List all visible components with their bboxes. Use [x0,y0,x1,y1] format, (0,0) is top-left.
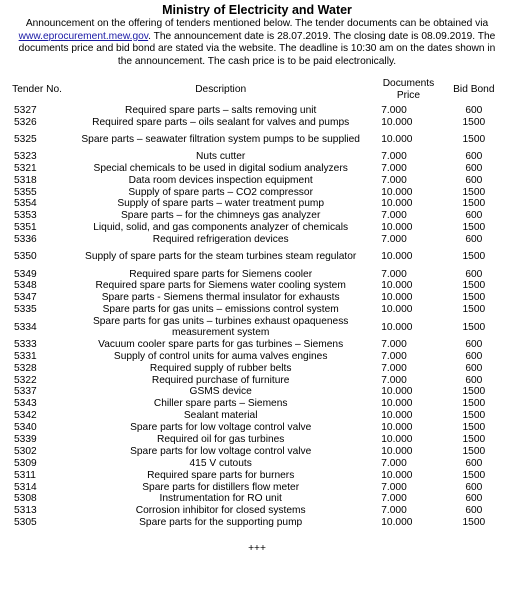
description-cell: Required oil for gas turbines [156,434,285,446]
table-row [8,351,506,363]
table-row [8,210,506,222]
tenders-table-body [8,104,506,529]
documents-price-cell: 7.000 [381,174,407,186]
table-row [8,339,506,351]
description-cell: Special chemicals to be used in digital sodium analyzers [93,162,348,174]
table-row [8,493,506,505]
intro-text-b: . [148,30,151,42]
documents-price-cell: 10.000 [381,398,413,410]
table-row [8,151,506,163]
table-row [8,198,506,210]
description-cell: Spare parts - Siemens thermal insulator for exhausts [101,292,340,304]
table-row [8,186,506,198]
intro-text-c: The announcement date is 28.07.2019. The closing date is 08.09.2019. The documents price and bid bond are stated via the website. The deadline is 10:30 am on the dates shown in the announcement. The cash price is to be paid electronically. [18,30,496,67]
documents-price-cell: 7.000 [381,162,407,174]
table-row [8,446,506,458]
description-cell: Spare parts – for the chimneys gas analyzer [121,210,321,222]
description-cell: Liquid, solid, and gas components analyzer of chemicals [93,222,349,234]
bid-bond-cell: 600 [465,505,483,517]
tender-no-cell: 5322 [14,374,37,386]
bid-bond-cell: 1500 [462,304,486,316]
description-cell: Required spare parts – oils sealant for valves and pumps [92,116,350,128]
bid-bond-cell: 600 [465,481,483,493]
description-cell: Spare parts for gas units – turbines exhaust opaqueness measurement system [92,315,349,339]
bid-bond-cell: 1500 [462,398,486,410]
documents-price-cell: 7.000 [381,481,407,493]
documents-price-cell: 10.000 [381,517,413,529]
bid-bond-cell: 600 [465,268,483,280]
description-cell: Spare parts – seawater filtration system pumps to be supplied [81,133,360,145]
table-row [8,304,506,316]
description-cell: Required refrigeration devices [152,234,289,246]
tender-no-cell: 5347 [14,292,37,304]
table-row [8,398,506,410]
bid-bond-cell: 600 [465,350,483,362]
table-row [8,116,506,128]
tender-no-cell: 5334 [14,321,37,333]
documents-price-cell: 7.000 [381,493,407,505]
header-bid-bond: Bid Bond [453,84,495,96]
documents-price-cell: 7.000 [381,362,407,374]
bid-bond-cell: 600 [465,174,483,186]
bid-bond-cell: 1500 [462,321,486,333]
description-cell: Required spare parts for burners [147,469,295,481]
documents-price-cell: 10.000 [381,222,413,234]
bid-bond-cell: 1500 [462,445,486,457]
bid-bond-cell: 1500 [462,116,486,128]
documents-price-cell: 7.000 [381,350,407,362]
table-row [8,234,506,246]
description-cell: Required spare parts for Siemens cooler [129,268,313,280]
documents-price-cell: 10.000 [381,434,413,446]
tender-no-cell: 5308 [14,493,37,505]
documents-price-cell: 10.000 [381,304,413,316]
bid-bond-cell: 600 [465,162,483,174]
description-cell: Supply of control units for auma valves engines [113,350,328,362]
tender-no-cell: 5353 [14,210,37,222]
bid-bond-cell: 1500 [462,222,486,234]
documents-price-cell: 10.000 [381,280,413,292]
header-tender-no: Tender No. [12,84,62,96]
description-cell: Corrosion inhibitor for closed systems [135,505,306,517]
description-cell: Instrumentation for RO unit [159,493,282,505]
tender-no-cell: 5326 [14,116,37,128]
documents-price-cell: 7.000 [381,268,407,280]
bid-bond-cell: 600 [465,234,483,246]
tender-no-cell: 5336 [14,234,37,246]
footer-marker: +++ [248,542,266,554]
tender-no-cell: 5343 [14,398,37,410]
table-row [8,410,506,422]
bid-bond-cell: 600 [465,210,483,222]
table-row [8,469,506,481]
description-cell: GSMS device [189,386,252,398]
tender-no-cell: 5313 [14,505,37,517]
tender-no-cell: 5331 [14,350,37,362]
tender-no-cell: 5302 [14,445,37,457]
description-cell: Supply of spare parts – CO2 compressor [128,186,313,198]
table-row [8,222,506,234]
table-header-row [8,77,506,104]
documents-price-cell: 10.000 [381,386,413,398]
tender-no-cell: 5323 [14,150,37,162]
tender-no-cell: 5340 [14,422,37,434]
documents-price-cell: 7.000 [381,104,407,116]
tenders-table [8,77,506,529]
tender-no-cell: 5311 [14,469,36,481]
tender-no-cell: 5349 [14,268,37,280]
description-cell: Spare parts for the supporting pump [139,517,303,529]
table-row [8,422,506,434]
documents-price-cell: 7.000 [381,234,407,246]
announcement-intro [8,18,506,68]
bid-bond-cell: 1500 [462,517,486,529]
documents-price-cell: 10.000 [381,422,413,434]
table-row [8,268,506,280]
description-cell: Spare parts for distillers flow meter [142,481,300,493]
tender-no-cell: 5339 [14,434,37,446]
tender-no-cell: 5321 [14,162,37,174]
tender-no-cell: 5348 [14,280,37,292]
description-cell: Sealant material [183,410,258,422]
description-cell: 415 V cutouts [189,457,252,469]
documents-price-cell: 10.000 [381,251,413,263]
bid-bond-cell: 1500 [462,251,486,263]
bid-bond-cell: 600 [465,457,483,469]
tender-no-cell: 5354 [14,198,37,210]
description-cell: Required spare parts for Siemens water cooling system [95,280,346,292]
table-row [8,246,506,269]
table-row [8,374,506,386]
eprocurement-link[interactable]: www.eprocurement.mew.gov [18,30,149,42]
bid-bond-cell: 1500 [462,434,486,446]
tender-no-cell: 5325 [14,133,37,145]
header-description: Description [195,84,247,96]
tender-no-cell: 5355 [14,186,37,198]
documents-price-cell: 10.000 [381,292,413,304]
table-row [8,481,506,493]
documents-price-cell: 10.000 [381,410,413,422]
table-row [8,163,506,175]
table-row [8,292,506,304]
documents-price-cell: 7.000 [381,150,407,162]
table-row [8,104,506,116]
description-cell: Chiller spare parts – Siemens [153,398,288,410]
documents-price-cell: 10.000 [381,186,413,198]
page-title: Ministry of Electricity and Water [162,3,352,17]
bid-bond-cell: 600 [465,338,483,350]
description-cell: Spare parts for low voltage control valve [130,422,312,434]
description-cell: Supply of spare parts for the steam turbines steam regulator [85,251,357,263]
tender-no-cell: 5327 [14,104,37,116]
table-row [8,128,506,151]
description-cell: Spare parts for gas units – emissions control system [102,304,339,316]
tender-no-cell: 5314 [14,481,37,493]
bid-bond-cell: 600 [465,362,483,374]
documents-price-cell: 7.000 [381,210,407,222]
table-row [8,316,506,339]
documents-price-cell: 7.000 [381,457,407,469]
documents-price-cell: 7.000 [381,338,407,350]
tender-no-cell: 5337 [14,386,37,398]
documents-price-cell: 7.000 [381,374,407,386]
bid-bond-cell: 1500 [462,292,486,304]
table-row [8,280,506,292]
tender-no-cell: 5351 [14,222,37,234]
tender-no-cell: 5305 [14,517,37,529]
bid-bond-cell: 1500 [462,133,486,145]
description-cell: Required purchase of furniture [151,374,290,386]
tender-no-cell: 5350 [14,251,37,263]
documents-price-cell: 10.000 [381,445,413,457]
bid-bond-cell: 1500 [462,186,486,198]
bid-bond-cell: 600 [465,104,483,116]
bid-bond-cell: 1500 [462,469,486,481]
bid-bond-cell: 1500 [462,422,486,434]
tender-no-cell: 5333 [14,338,37,350]
description-cell: Spare parts for low voltage control valve [130,445,312,457]
tender-no-cell: 5318 [14,174,37,186]
documents-price-cell: 10.000 [381,469,413,481]
table-row [8,505,506,517]
description-cell: Nuts cutter [196,150,246,162]
table-row [8,174,506,186]
bid-bond-cell: 1500 [462,386,486,398]
tender-no-cell: 5342 [14,410,37,422]
description-cell: Supply of spare parts – water treatment pump [117,198,325,210]
documents-price-cell: 10.000 [381,133,413,145]
tender-no-cell: 5309 [14,457,37,469]
description-cell: Required spare parts – salts removing unit [124,104,317,116]
bid-bond-cell: 600 [465,150,483,162]
tender-no-cell: 5335 [14,304,37,316]
documents-price-cell: 7.000 [381,505,407,517]
bid-bond-cell: 600 [465,374,483,386]
bid-bond-cell: 1500 [462,198,486,210]
bid-bond-cell: 600 [465,493,483,505]
documents-price-cell: 10.000 [381,116,413,128]
bid-bond-cell: 1500 [462,410,486,422]
header-documents-price: Documents Price [382,78,435,101]
table-row [8,386,506,398]
bid-bond-cell: 1500 [462,280,486,292]
documents-price-cell: 10.000 [381,198,413,210]
intro-text-a: Announcement on the offering of tenders mentioned below. The tender documents can be obtained via [25,18,489,29]
tender-no-cell: 5328 [14,362,37,374]
description-cell: Vacuum cooler spare parts for gas turbines – Siemens [98,338,344,350]
description-cell: Required supply of rubber belts [149,362,292,374]
table-row [8,434,506,446]
table-row [8,362,506,374]
documents-price-cell: 10.000 [381,321,413,333]
description-cell: Data room devices inspection equipment [128,174,313,186]
table-row [8,517,506,529]
table-row [8,458,506,470]
